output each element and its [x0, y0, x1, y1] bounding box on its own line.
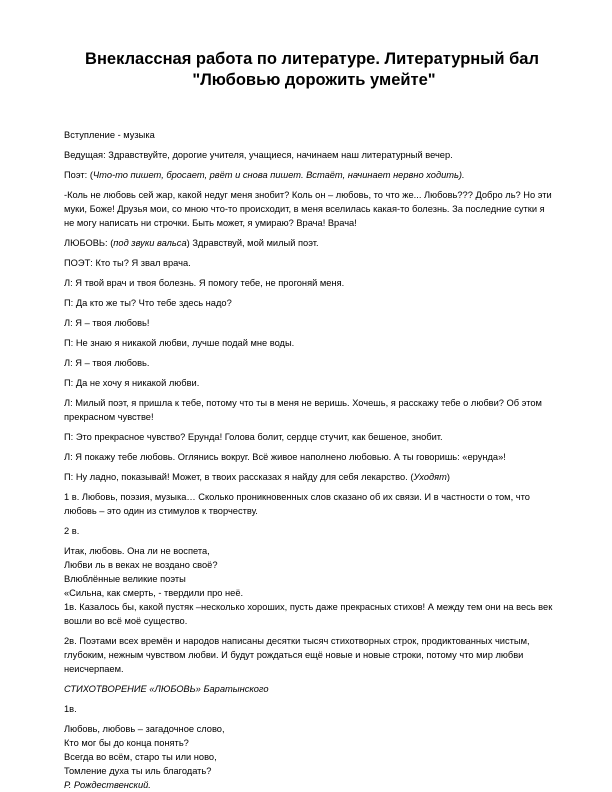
title-line-1: Внеклассная работа по литературе. Литературный бал — [85, 50, 539, 68]
poem-line: Любви ль в веках не воздано своё? — [64, 560, 218, 570]
stage-direction: Уходят — [413, 472, 447, 482]
poet-name: Баратынского — [200, 684, 269, 694]
text-span: Поэт: ( — [64, 170, 93, 180]
poem-line: Всегда во всём, старо ты или ново, — [64, 752, 217, 762]
text-line: -Коль не любовь сей жар, какой недуг меня знобит? Коль он – любовь, то что же... Любовь??? Добро ль? Но эти — [64, 190, 552, 200]
poem-line: Влюблённые великие поэты — [64, 574, 186, 584]
poem-line: Кто мог бы до конца понять? — [64, 738, 189, 748]
paragraph — [64, 188, 584, 230]
text-line: муки, Боже! Друзья мои, со мною что-то происходит, в меня вселилась какая-то болезнь. За последние сутки я — [64, 204, 545, 214]
text-line: любовь – это один из стимулов к творчеству. — [64, 506, 258, 516]
stage-direction: под звуки вальса — [113, 238, 187, 248]
paragraph — [64, 470, 584, 484]
paragraph-intro: Вступление - музыка — [64, 130, 155, 140]
text-span: ) — [446, 472, 450, 482]
text-span: ЛЮБОВЬ: ( — [64, 238, 114, 248]
paragraph — [64, 722, 584, 792]
paragraph — [64, 634, 584, 676]
text-line: неисчерпаем. — [64, 664, 124, 674]
text-span: П: Ну ладно, показывай! Может, в твоих рассказах я найду для себя лекарство. ( — [64, 472, 414, 482]
text-line: 1в. Казалось бы, какой пустяк –несколько хороших, пусть даже прекрасных стихов! А между тем они на весь век — [64, 602, 553, 612]
paragraph: ПОЭТ: Кто ты? Я звал врача. — [64, 258, 191, 268]
paragraph — [64, 490, 584, 518]
paragraph: Л: Я – твоя любовь! — [64, 318, 150, 328]
text-line: глубоким, нежным чувством любви. И будут рождаться ещё новые и новые строки, потому что мир любви — [64, 650, 524, 660]
paragraph: П: Да не хочу я никакой любви. — [64, 378, 200, 388]
paragraph: П: Да кто же ты? Что тебе здесь надо? — [64, 298, 232, 308]
paragraph — [64, 396, 584, 424]
paragraph: П: Не знаю я никакой любви, лучше подай мне воды. — [64, 338, 295, 348]
poem-line: Итак, любовь. Она ли не воспета, — [64, 546, 210, 556]
poem-author: Р. Рождественский. — [64, 780, 151, 790]
text-line: Л: Милый поэт, я пришла к тебе, потому что ты в меня не веришь. Хочешь, я расскажу тебе о любви? Об этом — [64, 398, 542, 408]
document-title — [0, 49, 612, 91]
title-line-2: "Любовью дорожить умейте" — [192, 71, 436, 89]
text-line: вошли во всё моё существо. — [64, 616, 188, 626]
paragraph — [64, 236, 584, 250]
text-line: 2в. Поэтами всех времён и народов написаны десятки тысяч стихотворных строк, продиктованных чистым, — [64, 636, 530, 646]
paragraph — [64, 544, 584, 628]
poem-line: Любовь, любовь – загадочное слово, — [64, 724, 225, 734]
text-span: ) Здравствуй, мой милый поэт. — [186, 238, 319, 248]
document-body — [64, 128, 584, 792]
paragraph: Л: Я твой врач и твоя болезнь. Я помогу тебе, не прогоняй меня. — [64, 278, 345, 288]
paragraph: 1в. — [64, 704, 77, 714]
text-line: 1 в. Любовь, поэзия, музыка… Сколько проникновенных слов сказано об их связи. И в частности о том, что — [64, 492, 530, 502]
section-heading: СТИХОТВОРЕНИЕ «ЛЮБОВЬ» — [64, 684, 201, 694]
text-line: прекрасном чувстве! — [64, 412, 154, 422]
poem-line: Томление духа ты иль благодать? — [64, 766, 212, 776]
paragraph: П: Это прекрасное чувство? Ерунда! Голова болит, сердце стучит, как бешеное, знобит. — [64, 432, 443, 442]
stage-direction: Что-то пишет, бросает, рвёт и снова пишет. Встаёт, начинает нервно ходить). — [92, 170, 465, 180]
paragraph: Л: Я покажу тебе любовь. Оглянись вокруг. Всё живое наполнено любовью. А ты говоришь: «ерунда»! — [64, 452, 506, 462]
text-line: не могу написать ни строчки. Быть может, я умираю? Врача! Врача! — [64, 218, 357, 228]
paragraph — [64, 682, 584, 696]
paragraph: Л: Я – твоя любовь. — [64, 358, 150, 368]
paragraph — [64, 168, 584, 182]
paragraph: 2 в. — [64, 526, 80, 536]
paragraph: Ведущая: Здравствуйте, дорогие учителя, учащиеся, начинаем наш литературный вечер. — [64, 150, 453, 160]
poem-line: «Сильна, как смерть, - твердили про неё. — [64, 588, 244, 598]
